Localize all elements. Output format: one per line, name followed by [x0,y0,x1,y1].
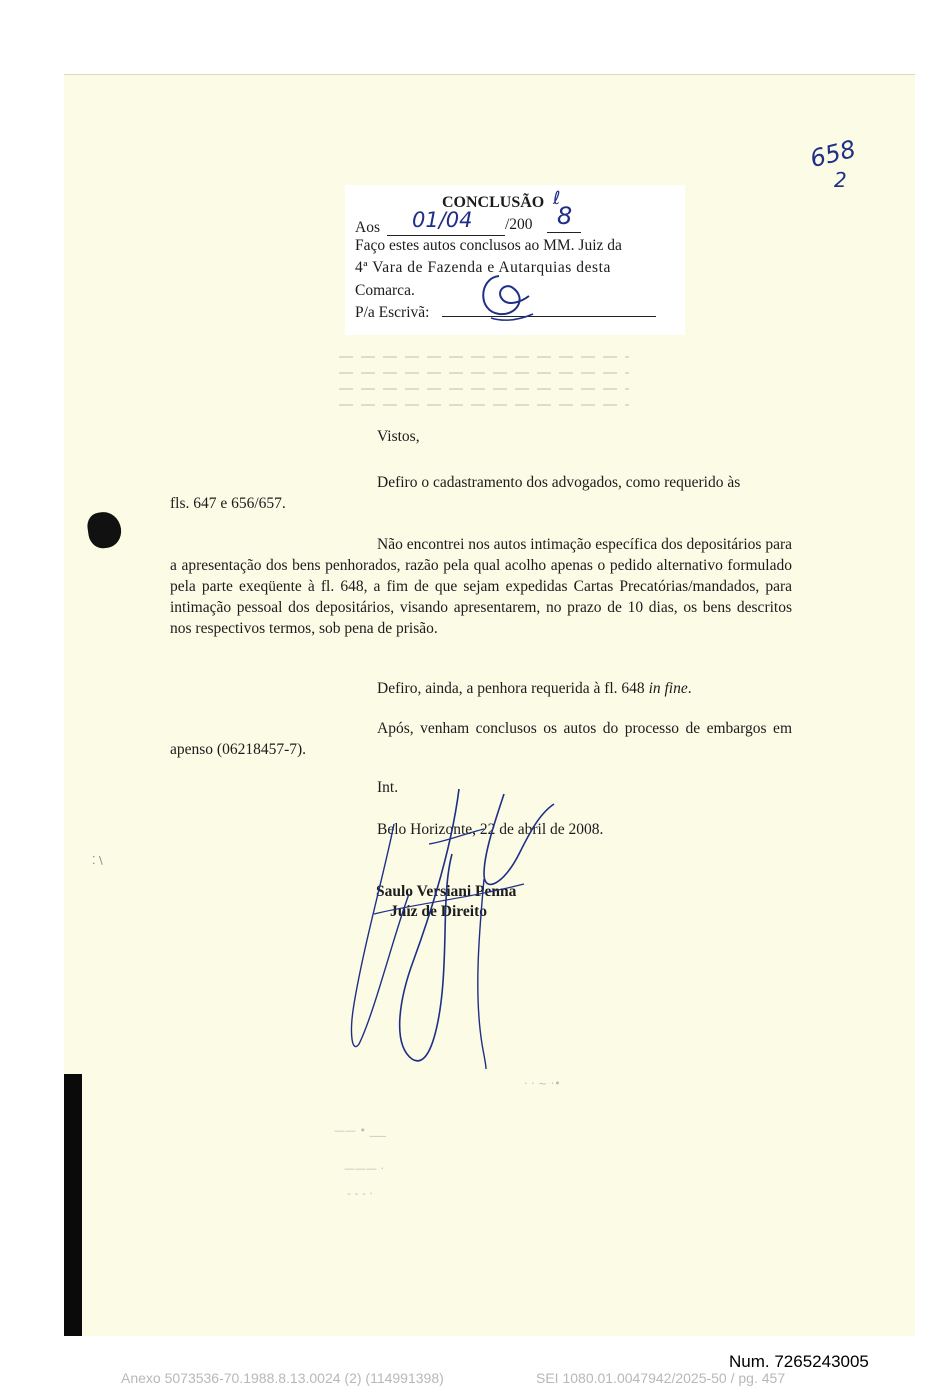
document-number: Num. 7265243005 [729,1352,869,1371]
folio-number: 658 [807,134,859,174]
paragraph-4-text: Após, venham conclusos os autos do processo de embargos em apenso (06218457-7). [170,720,792,758]
page-top-edge [64,74,915,75]
int-text: Int. [377,779,399,796]
scanned-page [64,74,915,1336]
stamp-aos-label: Aos [355,219,380,236]
stamp-date-handwritten: 01/04 [412,208,473,232]
folio-sub-number: 2 [834,168,847,192]
stamp-line-3: 4ª Vara de Fazenda e Autarquias desta [355,259,611,276]
paragraph-1-first-line: Defiro o cadastramento dos advogados, como requerido às [377,474,741,491]
stamp-line-4: Comarca. [355,282,415,299]
paragraph-1 [170,472,792,514]
stamp-title-flourish: ℓ [553,188,561,209]
paragraph-3-text: Defiro, ainda, a penhora requerida à fl. 648 [377,680,649,697]
signer-name: Saulo Versiani Penna [376,883,517,900]
scan-residue-3: ——— · [344,1162,384,1175]
scan-residue-2: —— • ___ [334,1124,386,1137]
paragraph-3 [170,678,792,699]
footer-sei: SEI 1080.01.0047942/2025-50 / pg. 457 [536,1370,786,1386]
escriva-rubric [469,266,539,326]
stamp-year-prefix: /200 [505,216,533,233]
stamp-year-digit: 8 [557,202,573,230]
scan-residue-4: - - - · [347,1187,373,1200]
date-blank-line [387,235,505,236]
handwritten-signature [334,784,594,1074]
stamp-escriva-label: P/a Escrivã: [355,304,430,321]
footer-anexo: Anexo 5073536-70.1988.8.13.0024 (2) (114991398) [121,1370,444,1386]
punch-hole-mark [86,510,124,550]
place-date-text: Belo Horizonte, 22 de abril de 2008. [377,821,604,838]
paragraph-2 [170,534,792,639]
paragraph-4 [170,718,792,760]
paragraph-2-text: Não encontrei nos autos intimação específica dos depositários para a apresentação dos bens penhorados, razão pela qual acolho apenas o pedido alternativo formulado pela parte exeqüente à fl. 648, a fim de que sejam expedidas Cartas Precatórias/mandados, para intimação pessoal dos depositários, visando apresentarem, no prazo de 10 dias, os bens descritos nos respectivos termos, sob pena de prisão. [170,536,792,637]
paragraph-3-end: . [687,680,692,697]
scan-residue-1: · · ~ ·• [524,1077,561,1090]
signer-role: Juiz de Direito [390,903,488,920]
year-blank-line [547,232,581,233]
scan-edge-shadow [64,1074,82,1336]
scan-residue-5: ⁚ \ [92,854,103,867]
paragraph-1-rest: fls. 647 e 656/657. [170,495,286,512]
vistos-text: Vistos, [377,428,420,445]
stamp-title: CONCLUSÃO [442,194,545,211]
stamp-line-2: Faço estes autos conclusos ao MM. Juiz da [355,237,622,254]
paragraph-3-italic: in fine [648,680,688,697]
faded-stamp-residue [339,342,629,422]
